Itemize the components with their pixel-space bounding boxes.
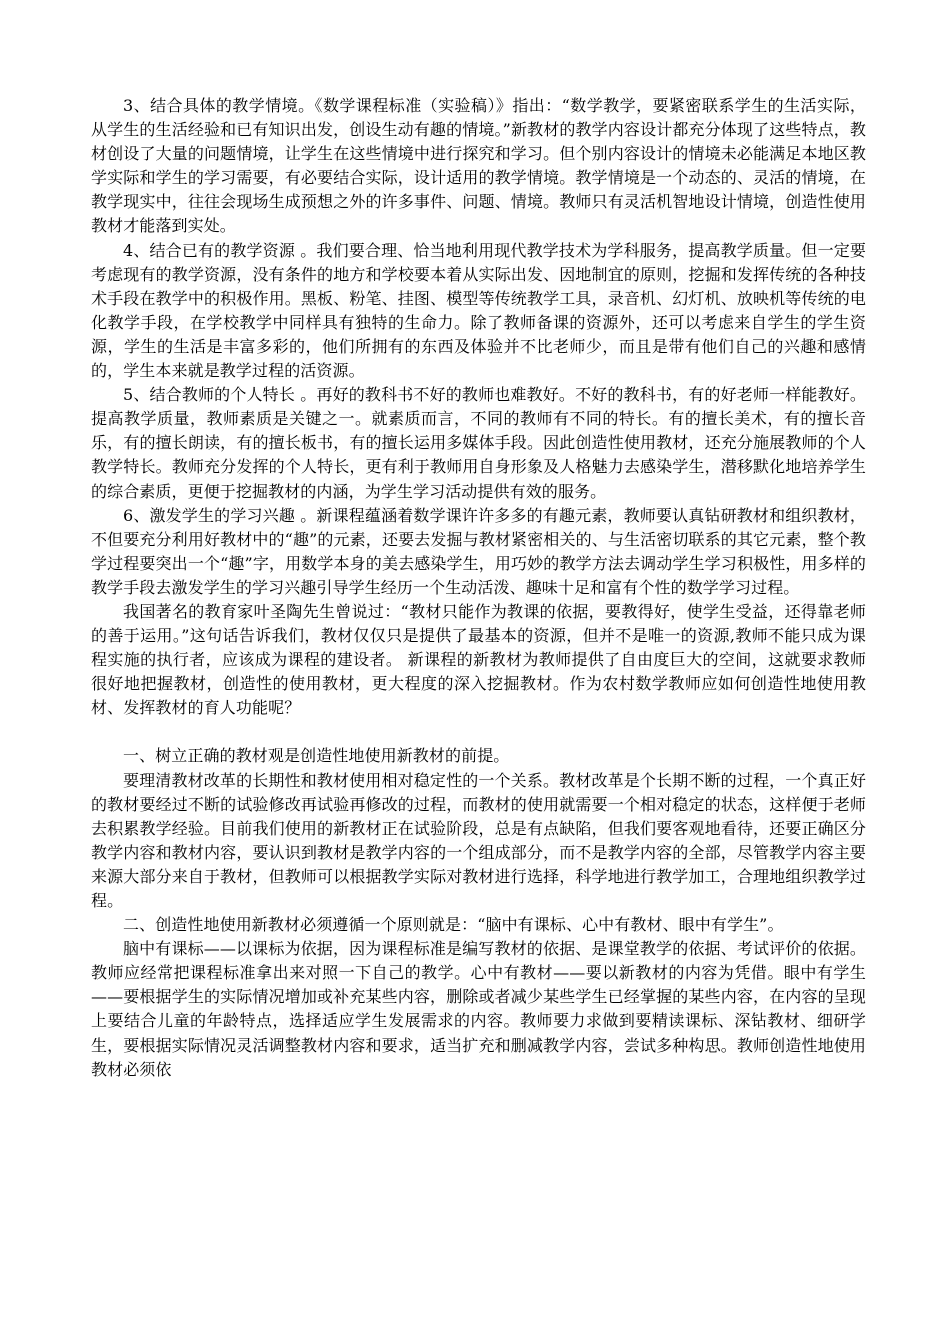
paragraph-reform-stability: 要理清教材改革的长期性和教材使用相对稳定性的一个关系。教材改革是个长期不断的过程，一个真正好的教材要经过不断的试验修改再试验再修改的过程，而教材的使用就需要一个相对稳定的状态，这样便于老师去积累教学经验。目前我们使用的新教材正在试验阶段，总是有点缺陷，但我们要客观地看待，还要正确区分教学内容和教材内容，要认识到教材是教学内容的一个组成部分，而不是教学内容的全部，尽管教学内容主要来源大部分来自于教材，但教师可以根据教学实际对教材进行选择，科学地进行教学加工，合理地组织教学过程。 <box>91 770 866 910</box>
paragraph-teaching-situation: 3、结合具体的教学情境。《数学课程标准（实验稿）》指出：“数学教学，要紧密联系学生的生活实际，从学生的生活经验和已有知识出发，创设生动有趣的情境。”新教材的教学内容设计都充分体现了这些特点，教材创设了大量的问题情境，让学生在这些情境中进行探究和学习。但个别内容设计的情境未必能满足本地区教学实际和学生的学习需要，有必要结合实际，设计适用的教学情境。教学情境是一个动态的、灵活的情境，在教学现实中，往往会现场生成预想之外的许多事件、问题、情境。教师只有灵活机智地设计情境，创造性使用教材才能落到实处。 <box>91 96 866 236</box>
paragraph-teacher-strengths: 5、结合教师的个人特长 。再好的教科书不好的教师也难教好。不好的教科书，有的好老师一样能教好。提高教学质量，教师素质是关键之一。就素质而言，不同的教师有不同的特长。有的擅长美术，有的擅长音乐，有的擅长朗读，有的擅长板书，有的擅长运用多媒体手段。因此创造性使用教材，还充分施展教师的个人教学特长。教师充分发挥的个人特长，更有利于教师用自身形象及人格魅力去感染学生，潜移默化地培养学生的综合素质，更便于挖掘教材的内涵，为学生学习活动提供有效的服务。 <box>91 385 866 501</box>
paragraph-teaching-resources: 4、结合已有的教学资源 。我们要合理、恰当地利用现代教学技术为学科服务，提高教学质量。但一定要考虑现有的教学资源，没有条件的地方和学校要本着从实际出发、因地制宜的原则，挖掘和发挥传统的各种技术手段在教学中的积极作用。黑板、粉笔、挂图、模型等传统教学工具，录音机、幻灯机、放映机等传统的电化教学手段，在学校教学中同样具有独特的生命力。除了教师备课的资源外，还可以考虑来自学生的学生资源，学生的生活是丰富多彩的，他们所拥有的东西及体验并不比老师少，而且是带有他们自己的兴趣和感情的，学生本来就是教学过程的活资源。 <box>91 240 866 381</box>
paragraph-student-interest: 6、激发学生的学习兴趣 。新课程蕴涵着数学课许许多多的有趣元素，教师要认真钻研教材和组织教材，不但要充分利用好教材中的“趣”的元素，还要去发掘与教材紧密相关的、与生活密切联系的其它元素，整个教学过程要突出一个“趣”字，用数学本身的美去感染学生，用巧妙的教学方法去调动学生学习积极性，用多样的教学手段去激发学生的学习兴趣引导学生经历一个生动活泼、趣味十足和富有个性的数学学习过程。 <box>91 505 866 597</box>
paragraph-curriculum-standard: 脑中有课标——以课标为依据，因为课程标准是编写教材的依据、是课堂教学的依据、考试评价的依据。教师应经常把课程标准拿出来对照一下自己的教学。心中有教材——要以新教材的内容为凭借。眼中有学生——要根据学生的实际情况增加或补充某些内容，删除或者减少某些学生已经掌握的某些内容，在内容的呈现上要结合儿童的年龄特点，选择适应学生发展需求的内容。教师要力求做到要精读课标、深钻教材、细研学生，要根据实际情况灵活调整教材内容和要求，适当扩充和删减教学内容，尝试多种构思。教师创造性地使用教材必须依 <box>91 939 866 1079</box>
section-heading-one: 一、树立正确的教材观是创造性地使用新教材的前提。 <box>123 746 510 766</box>
blank-line <box>91 720 866 744</box>
paragraph-ye-shengtao-quote: 我国著名的教育家叶圣陶先生曾说过：“教材只能作为教课的依据，要教得好，使学生受益，还得靠老师的善于运用。”这句话告诉我们，教材仅仅只是提供了最基本的资源，但并不是唯一的资源,教师不能只成为课程实施的执行者，应该成为课程的建设者。 新课程的新教材为教师提供了自由度巨大的空间，这就要求教师很好地把握教材，创造性的使用教材，更大程度的深入挖掘教材。作为农村数学教师应如何创造性地使用教材、发挥教材的育人功能呢？ <box>91 601 866 718</box>
section-heading-two: 二、创造性地使用新教材必须遵循一个原则就是：“脑中有课标、心中有教材、眼中有学生”。 <box>123 915 784 935</box>
